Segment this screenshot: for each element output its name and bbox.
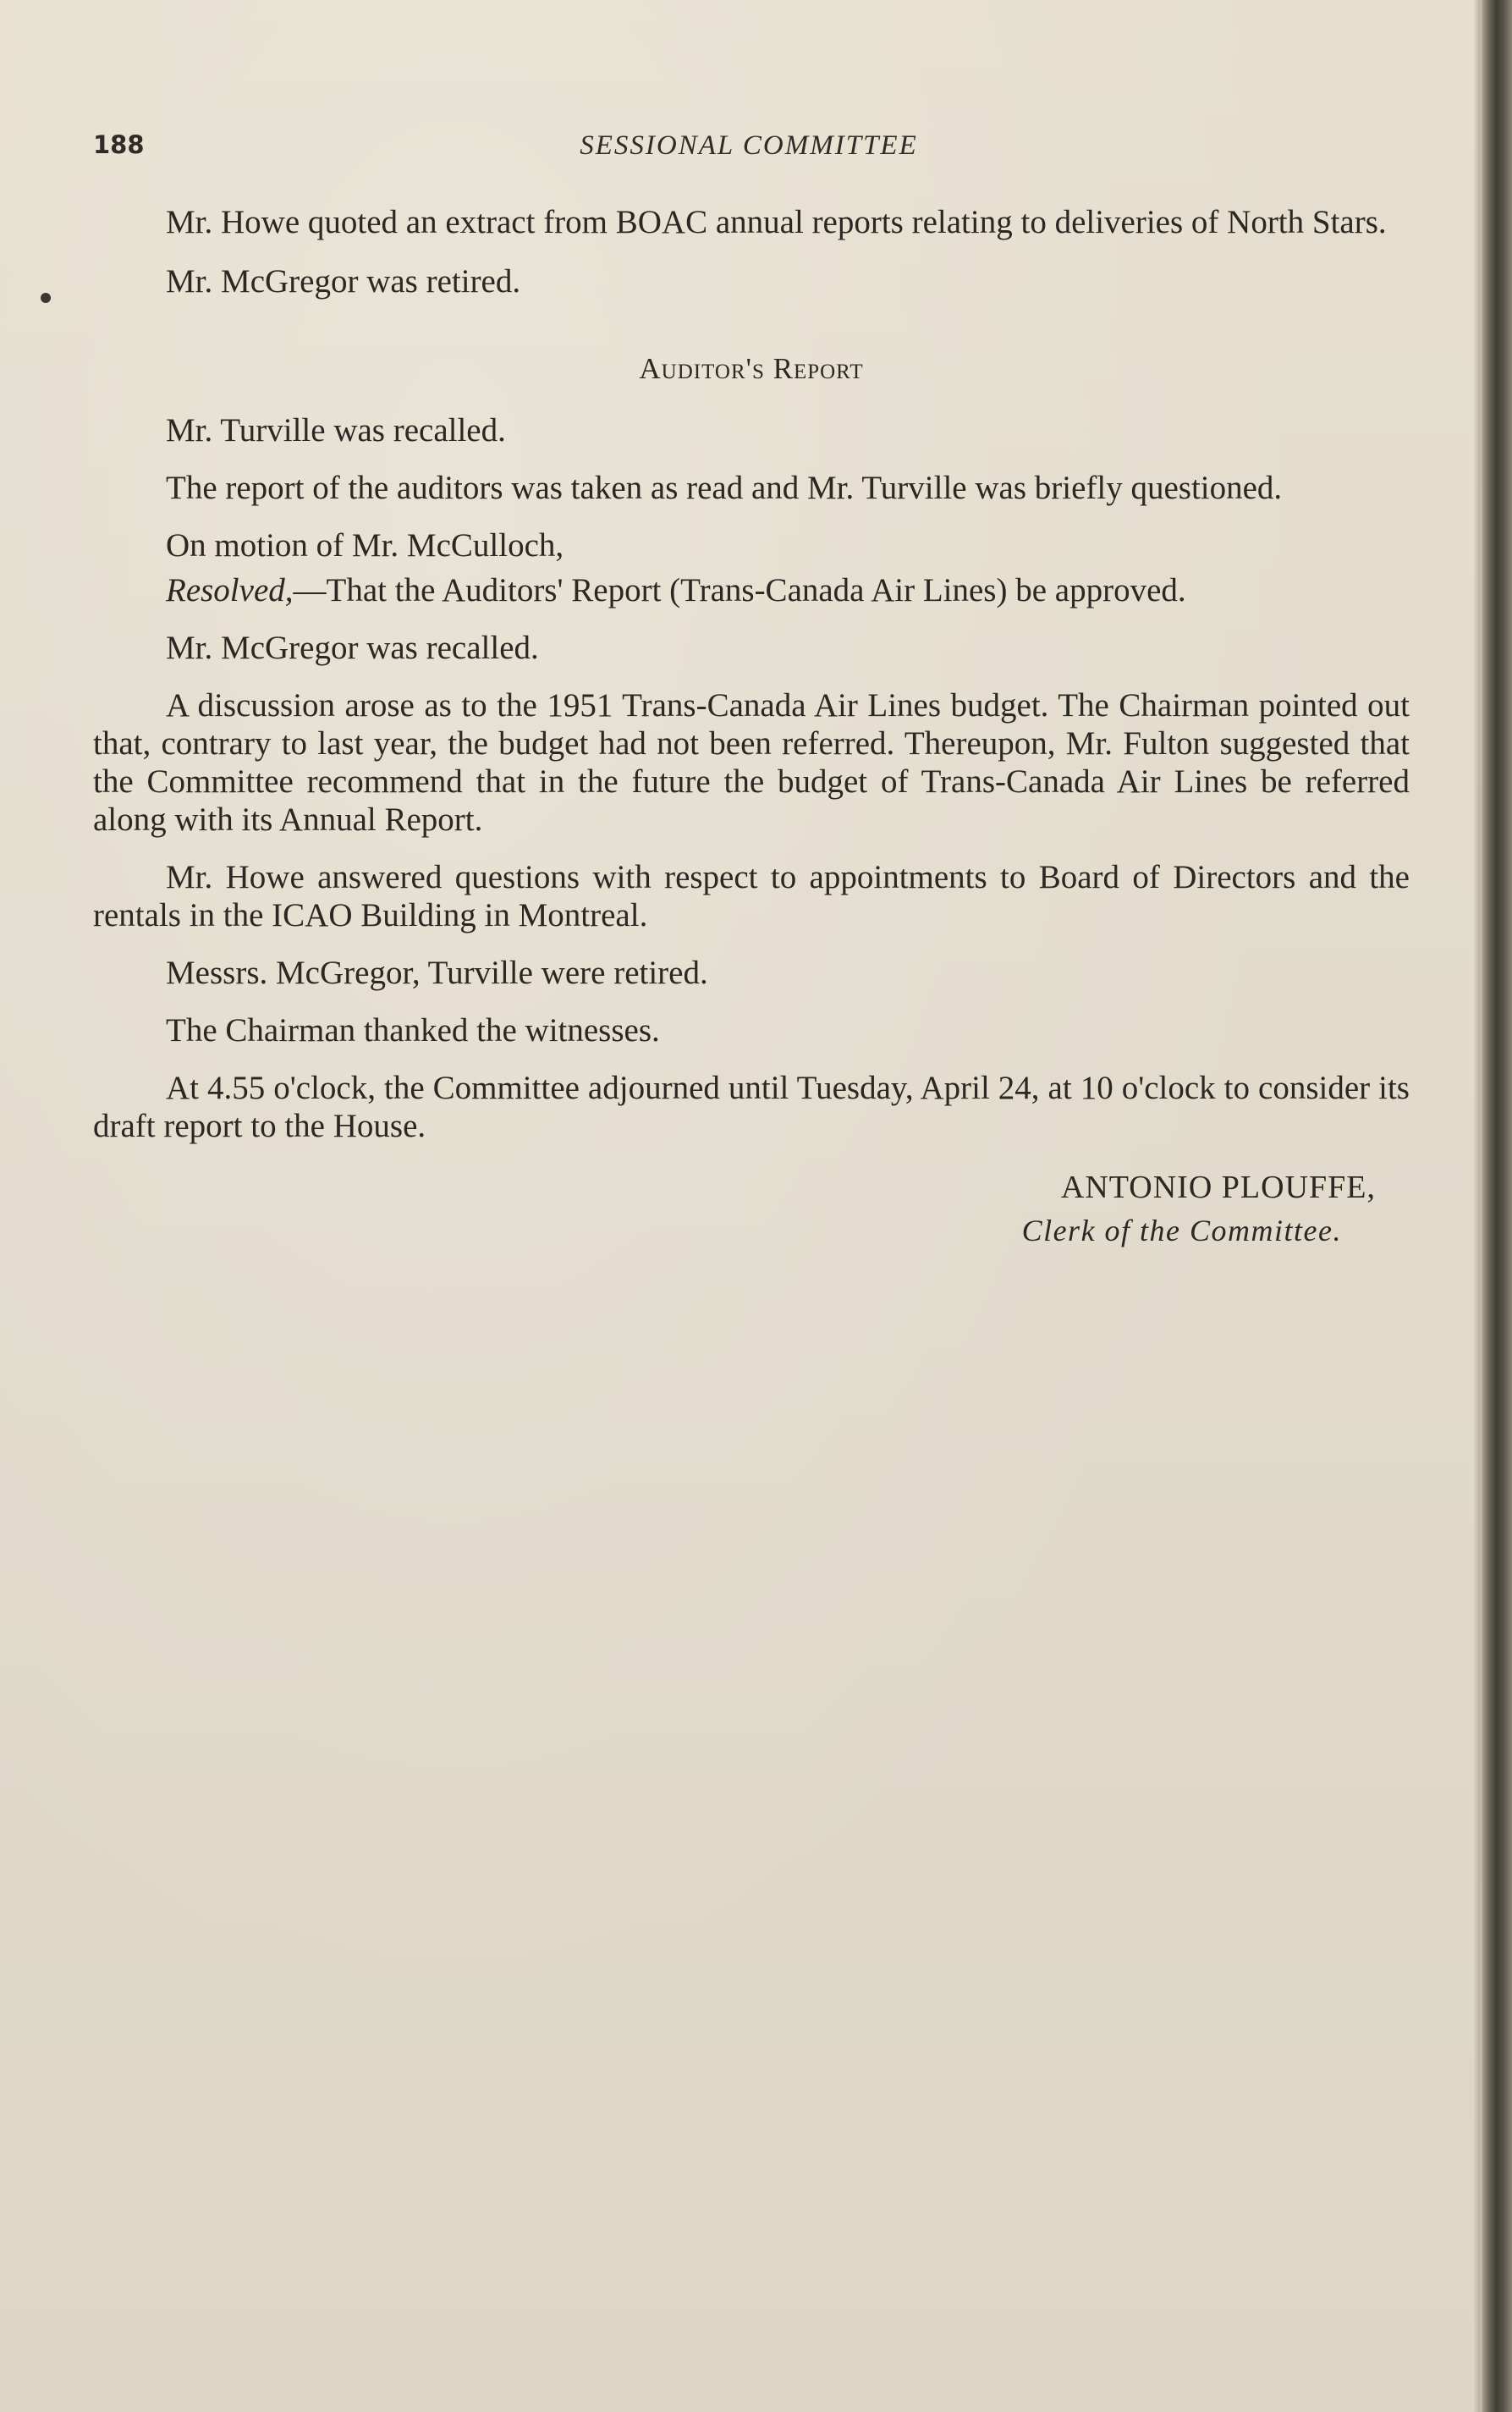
page-binding-edge [1473,0,1512,2412]
ink-spot-mark [41,293,51,303]
paragraph-budget-discussion: A discussion arose as to the 1951 Trans-Canada Air Lines budget. The Chairman pointed out that, contrary to last year, the budget had not been referred. Thereupon, Mr. Fulton suggested that the Committee recommend that in the future the budget of Trans-Canada Air Lines be referred along with its Annual Report. [93,687,1410,838]
resolution-text: —That the Auditors' Report (Trans-Canada Air Lines) be approved. [293,572,1186,609]
paragraph-adjournment: At 4.55 o'clock, the Committee adjourned until Tuesday, April 24, at 10 o'clock to consider its draft report to the House. [93,1070,1410,1144]
paragraph-howe-boac: Mr. Howe quoted an extract from BOAC annual reports relating to deliveries of North Stars. [166,204,1387,240]
resolved-lead: Resolved, [166,572,294,609]
section-heading-auditors-report: Auditor's Report [639,352,864,385]
paragraph-witnesses-retired: Messrs. McGregor, Turville were retired. [166,955,708,991]
paragraph-chairman-thanks: The Chairman thanked the witnesses. [166,1012,660,1049]
clerk-name: ANTONIO PLOUFFE, [1060,1170,1376,1205]
page-number: 188 [93,130,145,159]
paragraph-turville-recalled: Mr. Turville was recalled. [166,412,506,449]
clerk-title: Clerk of the Committee. [1021,1214,1342,1247]
paragraph-mcgregor-recalled: Mr. McGregor was recalled. [166,630,539,666]
paragraph-mcgregor-retired: Mr. McGregor was retired. [166,263,521,300]
document-body [93,203,1410,1250]
signature-block [93,1169,1410,1250]
page-header [93,130,1413,171]
paragraph-motion: On motion of Mr. McCulloch, [166,527,564,564]
paragraph-resolution [93,571,1410,609]
paragraph-howe-questions: Mr. Howe answered questions with respect to appointments to Board of Directors and the rentals in the ICAO Building in Montreal. [93,859,1410,933]
paragraph-auditors-report-read: The report of the auditors was taken as read and Mr. Turville was briefly questioned. [166,470,1283,506]
running-head: SESSIONAL COMMITTEE [580,130,918,161]
